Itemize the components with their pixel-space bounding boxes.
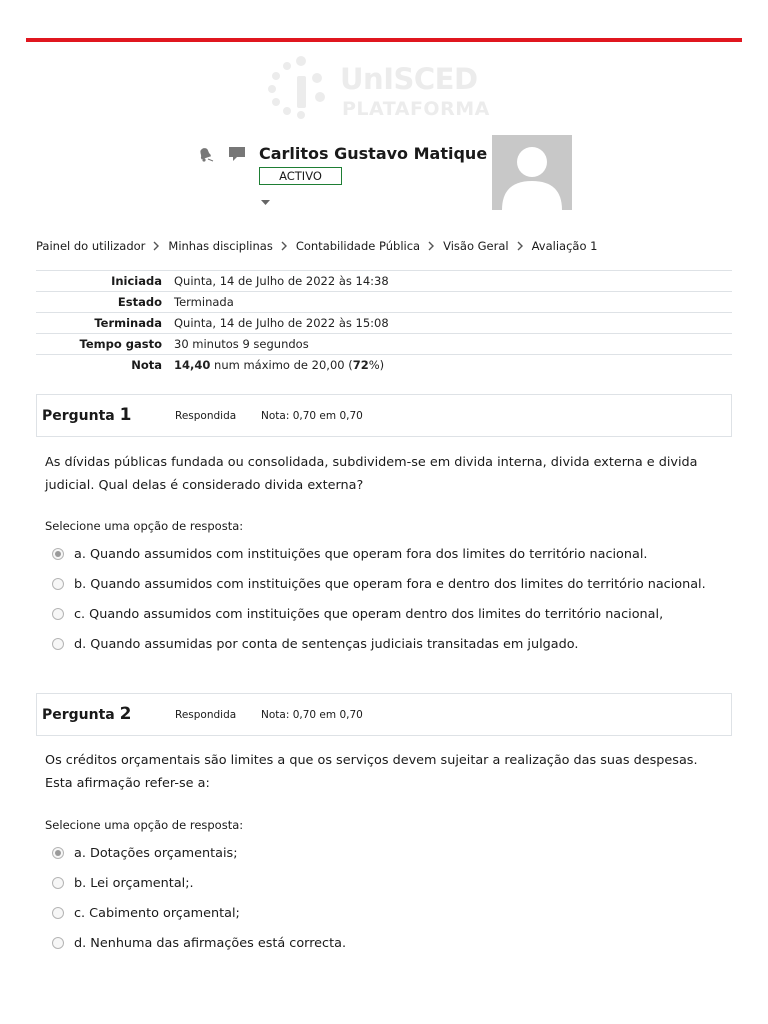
summary-label: Estado [36,292,174,313]
radio-button[interactable] [52,608,64,620]
avatar[interactable] [492,135,572,210]
question-grade: Nota: 0,70 em 0,70 [261,709,363,721]
option-label: d. Nenhuma das afirmações está correcta. [74,935,347,951]
grade-percent: 72 [352,358,369,373]
breadcrumb-item-quiz[interactable]: Avaliação 1 [531,239,598,253]
question-title [42,704,131,724]
top-accent-bar [26,38,742,42]
question-2-option-a[interactable] [52,844,238,862]
summary-label: Nota [36,355,174,376]
option-label: a. Dotações orçamentais; [74,845,238,861]
question-1-option-c[interactable] [52,605,663,623]
option-label: a. Quando assumidos com instituições que operam fora dos limites do território nacional. [74,546,648,562]
radio-button[interactable] [52,907,64,919]
question-2-prompt: Selecione uma opção de resposta: [45,818,244,832]
question-1-option-b[interactable] [52,575,706,593]
question-1-header [36,394,732,437]
user-name[interactable]: Carlitos Gustavo Matique [259,144,488,163]
question-1-option-d[interactable] [52,635,578,653]
breadcrumb-item-overview[interactable]: Visão Geral [443,239,509,253]
breadcrumb-item-dashboard[interactable]: Painel do utilizador [36,239,146,253]
summary-row-started [36,271,732,292]
question-2-option-b[interactable] [52,874,194,892]
radio-button[interactable] [52,548,64,560]
radio-button[interactable] [52,578,64,590]
chevron-right-icon [150,241,164,251]
summary-row-state [36,292,732,313]
question-1-option-a[interactable] [52,545,647,563]
question-title [42,405,131,425]
summary-row-grade [36,355,732,376]
option-label: b. Lei orçamental;. [74,875,194,891]
notification-bell-icon[interactable] [197,146,214,162]
question-1-prompt: Selecione uma opção de resposta: [45,519,244,533]
question-2-header [36,693,732,736]
summary-label: Terminada [36,313,174,334]
summary-row-finished [36,313,732,334]
summary-value: Quinta, 14 de Julho de 2022 às 15:08 [174,313,732,334]
question-state: Respondida [175,709,237,721]
summary-label: Tempo gasto [36,334,174,355]
summary-value [174,355,732,376]
question-2-text: Os créditos orçamentais são limites a que os serviços devem sujeitar a realização das suas despesas. Esta afirmação refer-se a: [45,753,698,791]
radio-button[interactable] [52,877,64,889]
radio-button[interactable] [52,937,64,949]
breadcrumb [36,238,597,254]
question-number: 2 [119,704,132,724]
option-label: c. Cabimento orçamental; [74,905,240,921]
question-grade: Nota: 0,70 em 0,70 [261,410,363,422]
attempt-summary-table [36,270,732,376]
summary-value: Terminada [174,292,732,313]
question-number: 1 [119,405,132,425]
summary-value: Quinta, 14 de Julho de 2022 às 14:38 [174,271,732,292]
grade-max: num máximo de 20,00 ( [210,358,353,373]
chevron-right-icon [425,241,439,251]
question-1-text: As dívidas públicas fundada ou consolidada, subdividem-se em divida interna, divida externa e divida judicial. Qual delas é considerado divida externa? [45,455,698,493]
site-logo[interactable] [264,52,504,122]
messages-chat-icon[interactable] [228,146,246,162]
chevron-right-icon [278,241,292,251]
breadcrumb-item-course[interactable]: Contabilidade Pública [295,239,421,253]
logo-subtitle: PLATAFORMA [342,98,490,120]
question-2-option-c[interactable] [52,904,240,922]
question-2-option-d[interactable] [52,934,346,952]
logo-name: UnISCED [340,62,478,96]
radio-button[interactable] [52,638,64,650]
summary-value: 30 minutos 9 segundos [174,334,732,355]
summary-label: Iniciada [36,271,174,292]
chevron-right-icon [514,241,528,251]
status-badge: ACTIVO [259,167,342,185]
option-label: c. Quando assumidos com instituições que operam dentro dos limites do território nacional, [74,606,664,622]
breadcrumb-item-my-courses[interactable]: Minhas disciplinas [168,239,273,253]
grade-tail: %) [368,358,385,373]
radio-button[interactable] [52,847,64,859]
grade-score: 14,40 [174,358,211,373]
summary-row-time [36,334,732,355]
caret-down-icon[interactable] [261,191,270,197]
option-label: d. Quando assumidas por conta de sentenças judiciais transitadas em julgado. [74,636,579,652]
question-title-label: Pergunta [42,408,120,424]
logo-mark-icon [264,52,334,122]
option-label: b. Quando assumidos com instituições que operam fora e dentro dos limites do território nacional. [74,576,706,592]
question-title-label: Pergunta [42,707,120,723]
question-state: Respondida [175,410,237,422]
